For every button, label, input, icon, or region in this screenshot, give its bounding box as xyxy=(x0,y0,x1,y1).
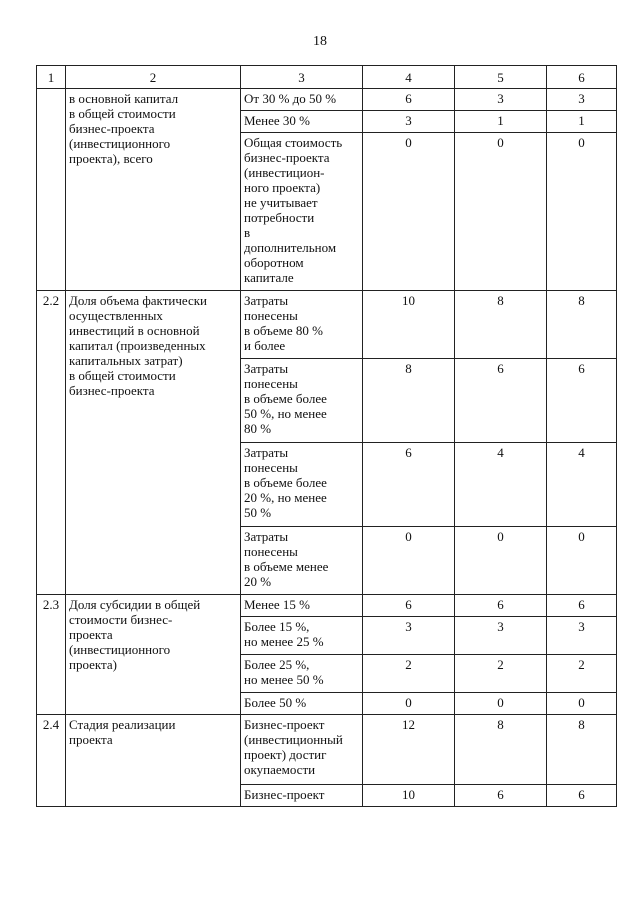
criterion-text: Доля объема фактически осуществленных инвестиций в основной капитал (произведенных капитальных затрат) в общей стоимости бизнес-проекта xyxy=(66,291,241,595)
score-value: 0 xyxy=(547,693,617,715)
criterion-number xyxy=(37,89,66,291)
score-value: 6 xyxy=(547,595,617,617)
criterion-number: 2.2 xyxy=(37,291,66,595)
criteria-table xyxy=(36,65,617,807)
score-value: 0 xyxy=(363,693,455,715)
condition-text: Бизнес-проект (инвестиционный проект) достиг окупаемости xyxy=(241,715,363,785)
score-value: 3 xyxy=(455,617,547,655)
condition-text: Более 50 % xyxy=(241,693,363,715)
criterion-number: 2.4 xyxy=(37,715,66,807)
score-value: 10 xyxy=(363,785,455,807)
score-value: 0 xyxy=(363,527,455,595)
score-value: 2 xyxy=(547,655,617,693)
score-value: 8 xyxy=(455,715,547,785)
header-cell: 6 xyxy=(547,66,617,89)
score-value: 1 xyxy=(547,111,617,133)
condition-text: Бизнес-проект xyxy=(241,785,363,807)
condition-text: Более 15 %, но менее 25 % xyxy=(241,617,363,655)
criterion-text: Стадия реализации проекта xyxy=(66,715,241,807)
score-value: 8 xyxy=(547,291,617,359)
condition-text: Затраты понесены в объеме более 50 %, но менее 80 % xyxy=(241,359,363,443)
score-value: 0 xyxy=(363,133,455,291)
score-value: 6 xyxy=(455,359,547,443)
score-value: 6 xyxy=(363,595,455,617)
header-cell: 5 xyxy=(455,66,547,89)
condition-text: Затраты понесены в объеме 80 % и более xyxy=(241,291,363,359)
score-value: 6 xyxy=(455,595,547,617)
condition-text: Менее 30 % xyxy=(241,111,363,133)
score-value: 0 xyxy=(547,527,617,595)
score-value: 2 xyxy=(455,655,547,693)
condition-text: Затраты понесены в объеме менее 20 % xyxy=(241,527,363,595)
score-value: 12 xyxy=(363,715,455,785)
score-value: 3 xyxy=(363,617,455,655)
score-value: 6 xyxy=(363,89,455,111)
score-value: 4 xyxy=(455,443,547,527)
score-value: 6 xyxy=(455,785,547,807)
page-number: 18 xyxy=(313,34,327,49)
score-value: 10 xyxy=(363,291,455,359)
table-row xyxy=(37,715,617,785)
header-cell: 4 xyxy=(363,66,455,89)
score-value: 0 xyxy=(455,527,547,595)
header-cell: 1 xyxy=(37,66,66,89)
criterion-number: 2.3 xyxy=(37,595,66,715)
condition-text: От 30 % до 50 % xyxy=(241,89,363,111)
table-row xyxy=(37,89,617,111)
header-row xyxy=(37,66,617,89)
score-value: 8 xyxy=(547,715,617,785)
score-value: 3 xyxy=(455,89,547,111)
score-value: 2 xyxy=(363,655,455,693)
table-row xyxy=(37,595,617,617)
table-row xyxy=(37,291,617,359)
header-cell: 3 xyxy=(241,66,363,89)
score-value: 6 xyxy=(363,443,455,527)
header-cell: 2 xyxy=(66,66,241,89)
criterion-text: в основной капитал в общей стоимости бизнес-проекта (инвестиционного проекта), всего xyxy=(66,89,241,291)
score-value: 3 xyxy=(547,89,617,111)
score-value: 0 xyxy=(547,133,617,291)
score-value: 6 xyxy=(547,359,617,443)
score-value: 8 xyxy=(455,291,547,359)
score-value: 3 xyxy=(363,111,455,133)
condition-text: Более 25 %, но менее 50 % xyxy=(241,655,363,693)
score-value: 8 xyxy=(363,359,455,443)
criterion-text: Доля субсидии в общей стоимости бизнес- проекта (инвестиционного проекта) xyxy=(66,595,241,715)
score-value: 4 xyxy=(547,443,617,527)
condition-text: Затраты понесены в объеме более 20 %, но менее 50 % xyxy=(241,443,363,527)
score-value: 0 xyxy=(455,693,547,715)
score-value: 1 xyxy=(455,111,547,133)
condition-text: Менее 15 % xyxy=(241,595,363,617)
score-value: 6 xyxy=(547,785,617,807)
condition-text: Общая стоимость бизнес-проекта (инвестицион- ного проекта) не учитывает потребности в дополнительном оборотном капитале xyxy=(241,133,363,291)
score-value: 0 xyxy=(455,133,547,291)
score-value: 3 xyxy=(547,617,617,655)
